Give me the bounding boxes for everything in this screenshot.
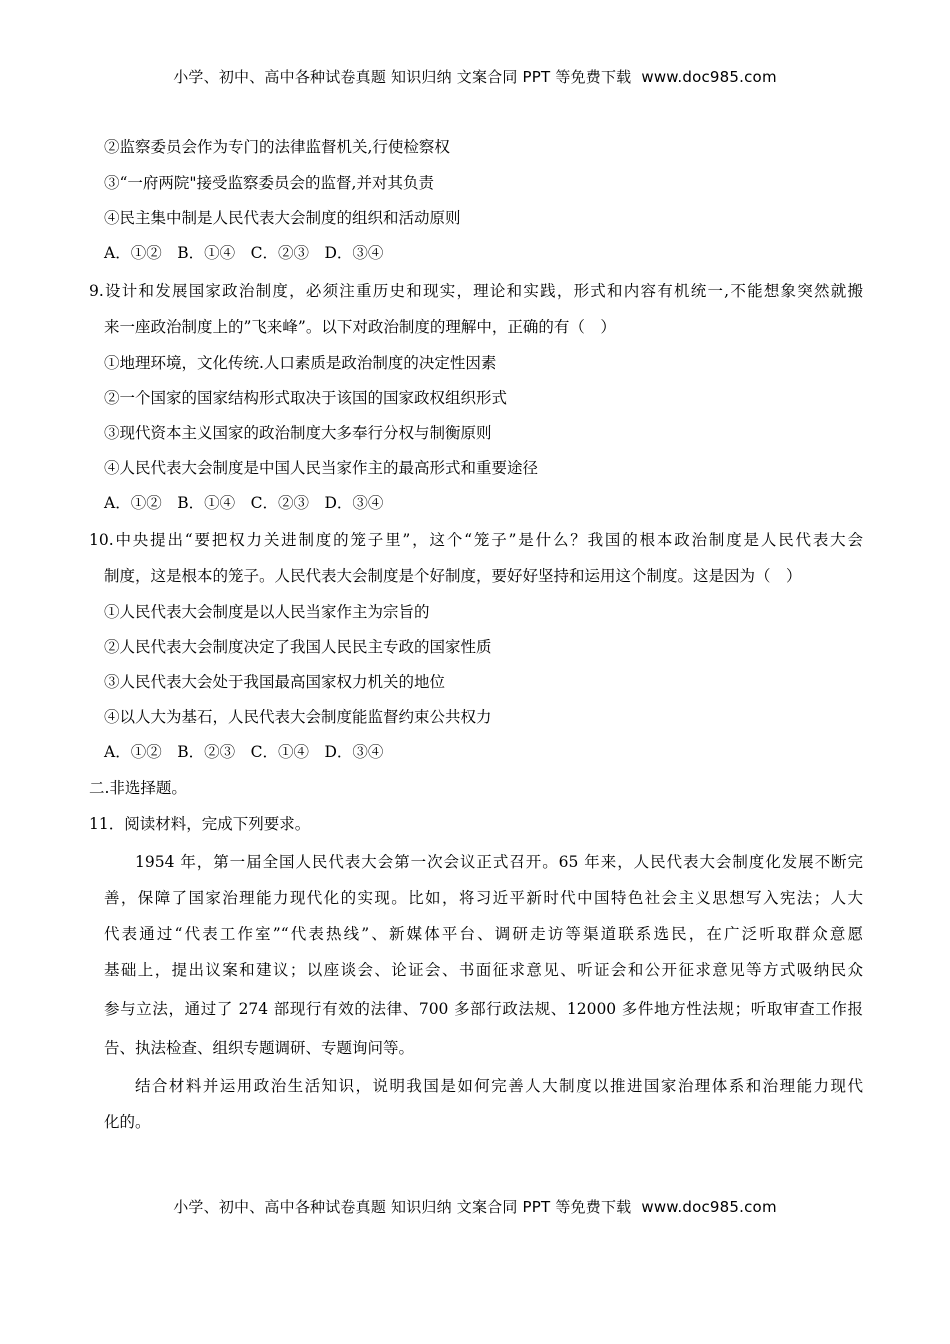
q11-task-line1: 结合材料并运用政治生活知识，说明我国是如何完善人大制度以推进国家治理体系和治理能力现代 xyxy=(135,1077,863,1095)
q10-option-3: ③人民代表大会处于我国最高国家权力机关的地位 xyxy=(104,673,446,691)
q10-stem-line2: 制度，这是根本的笼子。人民代表大会制度是个好制度，要好好坚持和运用这个制度。这是因为（ ） xyxy=(104,567,802,585)
q10-stem-line1: 10.中央提出“要把权力关进制度的笼子里”，这个“笼子”是什么？我国的根本政治制度是人民代表大会 xyxy=(89,531,863,549)
q9-stem-line2: 来一座政治制度上的”飞来峰”。以下对政治制度的理解中，正确的有（ ） xyxy=(104,318,616,336)
q9-option-3: ③现代资本主义国家的政治制度大多奉行分权与制衡原则 xyxy=(104,424,492,442)
q10-option-4: ④以人大为基石，人民代表大会制度能监督约束公共权力 xyxy=(104,708,492,726)
q11-material-line1: 1954 年，第一届全国人民代表大会第一次会议正式召开。65 年来，人民代表大会制度化发展不断完 xyxy=(135,853,863,871)
q10-option-2: ②人民代表大会制度决定了我国人民民主专政的国家性质 xyxy=(104,638,492,656)
q11-material-line2: 善，保障了国家治理能力现代化的实现。比如，将习近平新时代中国特色社会主义思想写入宪法；人大 xyxy=(104,889,863,907)
q11-task-line2: 化的。 xyxy=(104,1113,151,1131)
q11-prompt: 11．阅读材料，完成下列要求。 xyxy=(89,815,311,833)
footer-banner xyxy=(0,1196,950,1217)
q8-option-2: ②监察委员会作为专门的法律监督机关,行使检察权 xyxy=(104,138,450,156)
q9-choices: A．①② B．①④ C．②③ D．③④ xyxy=(104,494,384,512)
q9-stem-line1: 9.设计和发展国家政治制度，必须注重历史和现实，理论和实践，形式和内容有机统一,不能想象突然就搬 xyxy=(89,282,863,300)
q9-option-2: ②一个国家的国家结构形式取决于该国的国家政权组织形式 xyxy=(104,389,508,407)
q9-option-1: ①地理环境，文化传统.人口素质是政治制度的决定性因素 xyxy=(104,354,497,372)
q11-material-line4: 基础上，提出议案和建议；以座谈会、论证会、书面征求意见、听证会和公开征求意见等方式吸纳民众 xyxy=(104,961,863,979)
header-banner-text: 小学、初中、高中各种试卷真题 知识归纳 文案合同 PPT 等免费下载 xyxy=(173,68,632,86)
q8-option-3: ③“一府两院"接受监察委员会的监督,并对其负责 xyxy=(104,174,434,192)
footer-banner-text: 小学、初中、高中各种试卷真题 知识归纳 文案合同 PPT 等免费下载 xyxy=(173,1198,632,1216)
header-banner-site[interactable]: www.doc985.com xyxy=(641,68,777,86)
section2-title: 二.非选择题。 xyxy=(89,779,187,797)
q8-choices: A．①② B．①④ C．②③ D．③④ xyxy=(104,244,384,262)
footer-banner-site[interactable]: www.doc985.com xyxy=(641,1198,777,1216)
q11-material-line5: 参与立法，通过了 274 部现行有效的法律、700 多部行政法规、12000 多件地方性法规；听取审查工作报 xyxy=(104,1000,863,1018)
q11-material-line6: 告、执法检查、组织专题调研、专题询问等。 xyxy=(104,1039,415,1057)
q9-option-4: ④人民代表大会制度是中国人民当家作主的最高形式和重要途径 xyxy=(104,459,539,477)
q10-option-1: ①人民代表大会制度是以人民当家作主为宗旨的 xyxy=(104,603,430,621)
q8-option-4: ④民主集中制是人民代表大会制度的组织和活动原则 xyxy=(104,209,461,227)
q11-material-line3: 代表通过“代表工作室”“代表热线”、新媒体平台、调研走访等渠道联系选民，在广泛听取群众意愿 xyxy=(104,925,863,943)
header-banner xyxy=(0,66,950,87)
q10-choices: A．①② B．②③ C．①④ D．③④ xyxy=(104,743,384,761)
